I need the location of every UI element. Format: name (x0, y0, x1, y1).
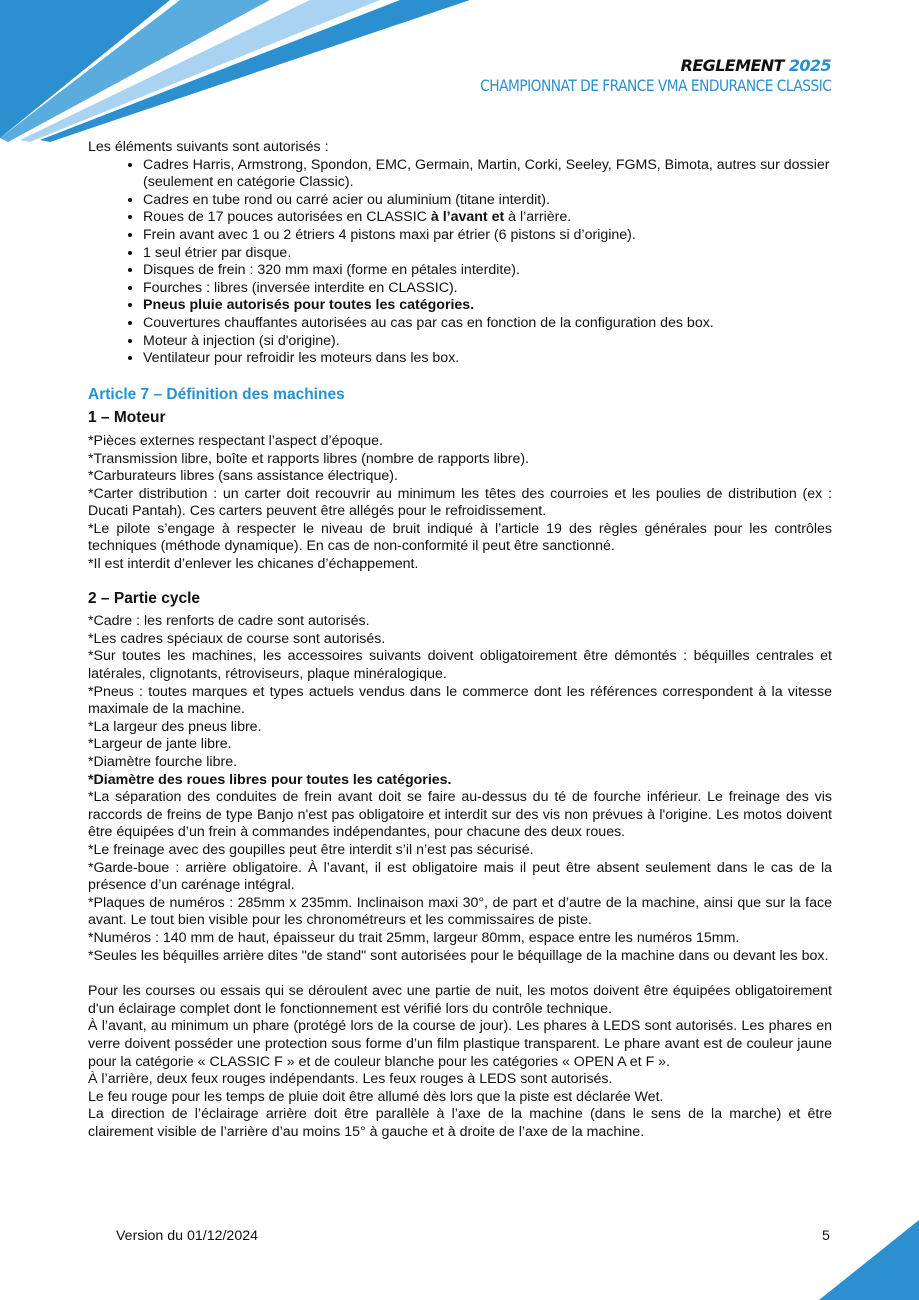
moteur-line: *Transmission libre, boîte et rapports libres (nombre de rapports libre). (88, 450, 530, 467)
document-header (423, 56, 831, 96)
cycle-line: *Largeur de jante libre. (88, 736, 232, 753)
list-item: • Cadres en tube rond ou carré acier ou aluminium (titane interdit). (143, 192, 832, 210)
cycle-line: *Les cadres spéciaux de course sont autorisés. (88, 630, 386, 647)
document-body (88, 139, 832, 1141)
cycle-line: *Pneus : toutes marques et types actuels vendus dans le commerce dont les références correspondent à la vitesse maximale de la machine. (88, 683, 832, 718)
moteur-line: *Carter distribution : un carter doit recouvrir au minimum les têtes des courroies et les poulies de distribution (ex : Ducati Pantah). Ces carters peuvent être allégés pour le refroidissement. (88, 485, 832, 520)
list-item: • Couvertures chauffantes autorisées au cas par cas en fonction de la configuration des box. (143, 315, 832, 333)
cycle-line: *Sur toutes les machines, les accessoires suivants doivent obligatoirement être démontés : béquilles centrales et latérales, clignotants, rétroviseurs, plaque minéralogique. (88, 648, 832, 683)
authorized-list (88, 157, 832, 368)
list-item: • Ventilateur pour refroidir les moteurs dans les box. (143, 350, 832, 368)
bottom-right-corner-decoration (819, 1220, 919, 1300)
cycle-line: *Plaques de numéros : 285mm x 235mm. Inclinaison maxi 30°, de part et d’autre de la machine, ainsi que sur la face avant. Le tout bien visible pour les chronométreurs et les commissaires de piste. (88, 894, 832, 929)
list-item: • Pneus pluie autorisés pour toutes les catégories. (143, 297, 832, 315)
cycle-line: *La séparation des conduites de frein avant doit se faire au-dessus du té de fourche inférieur. Le freinage des vis raccords de freins de type Banjo n'est pas obligatoire et interdit sur des vis non prévues à l'origine. Les motos doivent être équipées d’un frein à commandes indépendantes, pour chacune des deux roues. (88, 789, 832, 841)
list-item: • Frein avant avec 1 ou 2 étriers 4 pistons maxi par étrier (6 pistons si d’origine). (143, 227, 832, 245)
moteur-line: *Carburateurs libres (sans assistance électrique). (88, 468, 398, 485)
cycle-line: *Seules les béquilles arrière dites "de stand" sont autorisées pour le béquillage de la machine dans ou devant les box. (88, 947, 829, 964)
list-item: • Fourches : libres (inversée interdite en CLASSIC). (143, 280, 832, 298)
cycle-line: *Cadre : les renforts de cadre sont autorisés. (88, 613, 370, 630)
night-paragraph: La direction de l’éclairage arrière doit être parallèle à l’axe de la machine (dans le sens de la marche) et être clairement visible de l’arrière d’au moins 15° à gauche et à droite de l’axe de la machine. (88, 1106, 832, 1140)
night-paragraph: Pour les courses ou essais qui se déroulent avec une partie de nuit, les motos doivent être équipées obligatoirement d'un éclairage complet dont le fonctionnement est vérifié lors du contrôle technique. (88, 983, 832, 1017)
night-paragraph: À l’arrière, deux feux rouges indépendants. Les feux rouges à LEDS sont autorisés. (88, 1071, 613, 1088)
moteur-line: *Le pilote s’engage à respecter le niveau de bruit indiqué à l’article 19 des règles générales pour les contrôles techniques (méthode dynamique). En cas de non-conformité il peut être sanctionné. (88, 520, 832, 555)
moteur-line: *Il est interdit d’enlever les chicanes d’échappement. (88, 556, 419, 573)
night-paragraph: À l’avant, au minimum un phare (protégé lors de la course de jour). Les phares à LEDS sont autorisés. Les phares en verre doivent posséder une protection sous forme d’un film plastique transparent. Le phare avant est de couleur jaune pour la catégorie « CLASSIC F » et de couleur blanche pour les catégories « OPEN A et F ». (88, 1018, 832, 1070)
cycle-line: *La largeur des pneus libre. (88, 718, 262, 735)
list-item: • Cadres Harris, Armstrong, Spondon, EMC, Germain, Martin, Corki, Seeley, FGMS, Bimota, autres sur dossier (seulement en catégorie Classic). (143, 157, 832, 192)
cycle-line: *Numéros : 140 mm de haut, épaisseur du trait 25mm, largeur 80mm, espace entre les numéros 15mm. (88, 929, 740, 946)
page-number: 5 (822, 1228, 830, 1244)
intro-text: Les éléments suivants sont autorisés : (88, 139, 329, 155)
night-paragraph: Le feu rouge pour les temps de pluie doit être allumé dès lors que la piste est déclarée Wet. (88, 1088, 664, 1105)
list-item: • 1 seul étrier par disque. (143, 245, 832, 263)
section-title-cycle: 2 – Partie cycle (88, 589, 201, 607)
list-item: • Roues de 17 pouces autorisées en CLASSIC à l’avant et à l’arrière. (143, 209, 832, 227)
header-title-line (423, 56, 831, 76)
section-title-moteur: 1 – Moteur (88, 409, 166, 427)
cycle-line: *Diamètre fourche libre. (88, 754, 238, 770)
moteur-line: *Pièces externes respectant l’aspect d’époque. (88, 432, 383, 449)
cycle-line: *Garde-boue : arrière obligatoire. À l’avant, il est obligatoire mais il peut être absent seulement dans le cas de la présence d’un carénage intégral. (88, 859, 832, 894)
cycle-line: *Le freinage avec des goupilles peut être interdit s’il n’est pas sécurisé. (88, 841, 534, 858)
list-item: • Moteur à injection (si d'origine). (143, 333, 832, 351)
list-item: • Disques de frein : 320 mm maxi (forme en pétales interdite). (143, 262, 832, 280)
header-year: 2025 (788, 56, 831, 75)
footer-version: Version du 01/12/2024 (116, 1228, 258, 1244)
spacer (88, 965, 832, 983)
spacer (88, 574, 832, 590)
top-left-corner-decoration (0, 0, 480, 145)
header-title: REGLEMENT (680, 56, 784, 75)
header-subtitle: CHAMPIONNAT DE FRANCE VMA ENDURANCE CLASSIC (479, 76, 831, 95)
article-title: Article 7 – Définition des machines (88, 385, 345, 403)
cycle-bold-line: *Diamètre des roues libres pour toutes les catégories. (88, 771, 452, 788)
